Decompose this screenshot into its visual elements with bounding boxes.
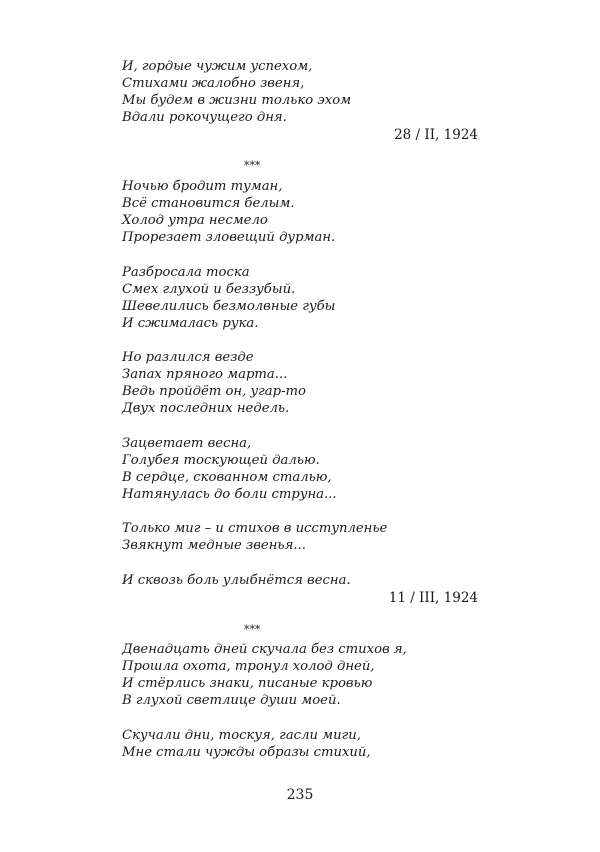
poem-line: Ночью бродит туман, [122,179,283,194]
poem-line: И сквозь боль улыбнётся весна. [122,573,351,588]
poem-line: Холод утра несмело [122,213,268,228]
poem-line: Стихами жалобно звеня, [122,76,305,91]
poem-line: И, гордые чужим успехом, [122,59,313,74]
poem-line: Ведь пройдёт он, угар-то [122,384,306,399]
poem-line: Двух последних недель. [122,401,290,416]
poem-line: Но разлился везде [122,350,254,365]
poem-date: 28 / II, 1924 [394,127,478,143]
poem-line: И стёрлись знаки, писаные кровью [122,676,373,691]
poem-line: Вдали рокочущего дня. [122,110,287,125]
poem-line: Смех глухой и беззубый. [122,282,296,297]
poem-line: Скучали дни, тоскуя, гасли миги, [122,728,361,743]
page-number: 235 [286,787,314,803]
poem-line: Шевелились безмолвные губы [122,299,336,314]
poem-line: И сжималась рука. [122,316,259,331]
poem-line: Голубея тоскующей далью. [122,453,320,468]
section-separator: *** [244,623,261,636]
poem-line: Двенадцать дней скучала без стихов я, [122,642,407,657]
section-separator: *** [244,159,261,172]
poem-line: Разбросала тоска [122,265,250,280]
poem-line: Зацветает весна, [122,436,252,451]
poem-line: Натянулась до боли струна... [122,487,337,502]
poem-line: Запах пряного марта... [122,367,288,382]
poem-line: Мы будем в жизни только эхом [122,93,352,108]
poem-line: Мне стали чужды образы стихий, [122,745,371,760]
poem-line: Прорезает зловещий дурман. [122,230,336,245]
poem-line: Всё становится белым. [122,196,295,211]
poem-line: В сердце, скованном сталью, [122,470,332,485]
poem-date: 11 / III, 1924 [388,590,478,606]
poem-line: Только миг – и стихов в исступленье [122,521,388,536]
poem-line: В глухой светлице души моей. [122,693,341,708]
poem-line: Звякнут медные звенья... [122,538,306,553]
poem-line: Прошла охота, тронул холод дней, [122,659,375,674]
